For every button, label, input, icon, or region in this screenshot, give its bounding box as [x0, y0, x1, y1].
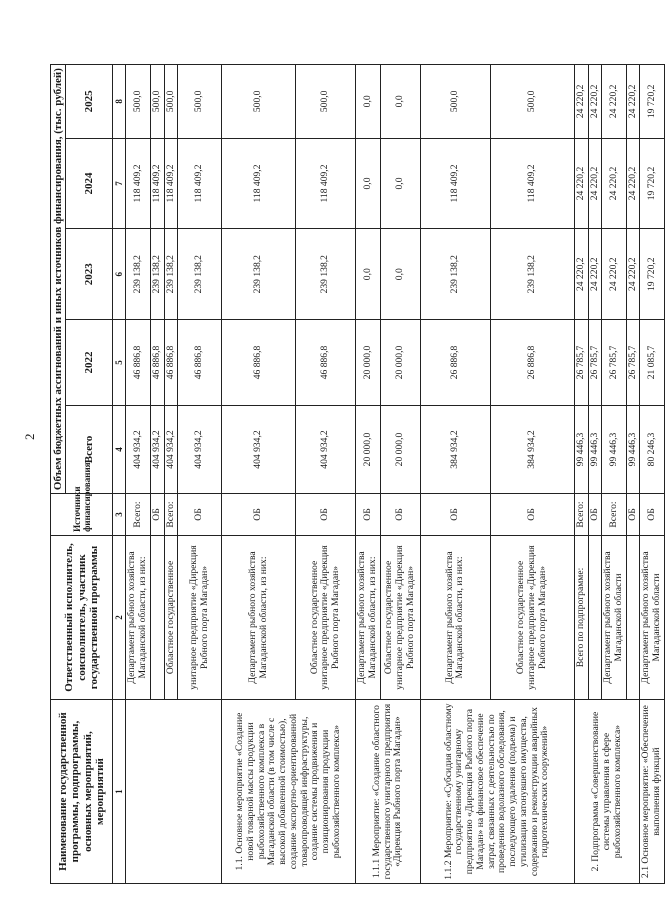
col-number: 7: [113, 138, 126, 229]
funding-source: ОБ: [356, 494, 380, 536]
funding-source: ОБ: [178, 494, 222, 536]
value-2023: 0,0: [356, 229, 380, 320]
value-2023: 24 220,2: [602, 229, 626, 320]
funding-source: ОБ: [380, 494, 420, 536]
responsible-executor: Департамент рыбного хозяйства Магаданской области, из них:: [420, 535, 490, 699]
responsible-executor: Департамент рыбного хозяйства Магаданской области, из них:: [126, 535, 150, 699]
value-2022: 46 886,8: [150, 320, 164, 406]
col-number: 8: [113, 65, 126, 139]
value-2025: 500,0: [490, 65, 574, 139]
responsible-executor: Областное государственное унитарное предприятие «Дирекция Рыбного порта Магадан»: [296, 535, 356, 699]
col-number: 4: [113, 405, 126, 493]
rotated-page: [50, 64, 663, 884]
value-2023: 24 220,2: [574, 229, 588, 320]
value-2022: 20 000,0: [356, 320, 380, 406]
value-2025: 500,0: [420, 65, 490, 139]
responsible-executor: Областное государственное унитарное предприятие «Дирекция Рыбного порта Магадан»: [380, 535, 420, 699]
value-total: 404 934,2: [126, 405, 150, 493]
table-row: [420, 65, 490, 884]
funding-source: ОБ: [588, 494, 602, 536]
table-row: [574, 65, 588, 884]
responsible-executor: Всего по подпрограмме:: [574, 535, 588, 699]
value-2023: 0,0: [380, 229, 420, 320]
value-total: 20 000,0: [380, 405, 420, 493]
value-2023: 24 220,2: [588, 229, 602, 320]
value-2023: 239 138,2: [420, 229, 490, 320]
value-2022: 26 886,8: [420, 320, 490, 406]
measure-name: 1.1.2 Мероприятие: «Субсидия областному государственному унитарному предприятию «Дирекция Рыбного порта Магадан» на финансовое обеспечение затрат, связанных с деятельностью по проведению водолазного обследования, последующего удаления (подъема) и утилизации затонувшего имущества, содержанию и реконструкции аварийных гидротехнических сооружений»: [420, 700, 574, 884]
responsible-executor: Департамент рыбного хозяйства Магаданской области, из них:: [222, 535, 296, 699]
funding-source: Всего:: [164, 494, 178, 536]
header-responsible: Ответственный исполнитель, соисполнитель, участник государственной программы: [51, 535, 113, 699]
value-2024: 0,0: [380, 138, 420, 229]
value-2025: 24 220,2: [602, 65, 626, 139]
value-2023: 19 720,2: [640, 229, 664, 320]
value-2025: 500,0: [296, 65, 356, 139]
header-2022: 2022: [66, 320, 113, 406]
responsible-executor: Областное государственное: [164, 535, 178, 699]
value-2024: 118 409,2: [178, 138, 222, 229]
header-volume: Объем бюджетных ассигнований и иных источников финансирования, (тыс. рублей): [51, 65, 66, 494]
value-2023: 239 138,2: [490, 229, 574, 320]
value-total: 404 934,2: [164, 405, 178, 493]
col-number: 6: [113, 229, 126, 320]
value-2022: 26 785,7: [626, 320, 640, 406]
table-row: [356, 65, 380, 884]
value-2025: 0,0: [380, 65, 420, 139]
value-2024: 118 409,2: [420, 138, 490, 229]
value-2023: 239 138,2: [164, 229, 178, 320]
value-2024: 118 409,2: [296, 138, 356, 229]
value-2024: 24 220,2: [626, 138, 640, 229]
value-total: 99 446,3: [574, 405, 588, 493]
responsible-executor: Департамент рыбного хозяйства Магаданской области: [640, 535, 664, 699]
value-2024: 19 720,2: [640, 138, 664, 229]
table-body: [126, 65, 665, 884]
value-2022: 46 886,8: [222, 320, 296, 406]
funding-source: ОБ: [420, 494, 490, 536]
funding-source: ОБ: [296, 494, 356, 536]
value-2023: 24 220,2: [626, 229, 640, 320]
header-2025: 2025: [66, 65, 113, 139]
responsible-executor: [626, 535, 640, 699]
value-2025: 500,0: [178, 65, 222, 139]
funding-source: Всего:: [602, 494, 626, 536]
value-2023: 239 138,2: [178, 229, 222, 320]
value-2025: 500,0: [126, 65, 150, 139]
header-total: Всего: [66, 405, 113, 493]
responsible-executor: Областное государственное унитарное предприятие «Дирекция Рыбного порта Магадан»: [490, 535, 574, 699]
value-2022: 26 785,7: [602, 320, 626, 406]
value-2022: 46 886,8: [164, 320, 178, 406]
value-2022: 46 886,8: [126, 320, 150, 406]
value-total: 384 934,2: [490, 405, 574, 493]
value-total: 404 934,2: [150, 405, 164, 493]
value-2022: 26 886,8: [490, 320, 574, 406]
col-number: 1: [113, 700, 126, 884]
funding-source: ОБ: [640, 494, 664, 536]
value-2022: 20 000,0: [380, 320, 420, 406]
funding-source: Всего:: [574, 494, 588, 536]
value-2023: 239 138,2: [150, 229, 164, 320]
value-2022: 26 785,7: [588, 320, 602, 406]
value-2025: 24 220,2: [574, 65, 588, 139]
funding-source: ОБ: [490, 494, 574, 536]
value-2025: 0,0: [356, 65, 380, 139]
responsible-executor: Департамент рыбного хозяйства Магаданской области: [602, 535, 626, 699]
funding-source: ОБ: [150, 494, 164, 536]
measure-name: 1.1. Основное мероприятие «Создание новой товарной массы продукции рыбохозяйственного комплекса в Магаданской области (в том числе с высокой добавленной стоимостью), создание экспортно-ориентированной товаропроводящей инфраструктуры, создание системы продвижения и позиционирования продукции рыбохозяйственного комплекса»: [222, 700, 356, 884]
table-row: [222, 65, 296, 884]
measure-name: 1.1.1 Мероприятие: «Создание областного государственного унитарного предприятия «Дирекция Рыбного порта Магадан»: [356, 700, 420, 884]
table-row: [126, 65, 150, 884]
value-2024: 118 409,2: [150, 138, 164, 229]
measure-name: [126, 700, 222, 884]
responsible-executor: [588, 535, 602, 699]
value-2024: 118 409,2: [126, 138, 150, 229]
value-total: 404 934,2: [296, 405, 356, 493]
responsible-executor: Департамент рыбного хозяйства Магаданской области, из них:: [356, 535, 380, 699]
header-2023: 2023: [66, 229, 113, 320]
value-total: 20 000,0: [356, 405, 380, 493]
value-2022: 26 785,7: [574, 320, 588, 406]
table-row: [640, 65, 664, 884]
value-total: 384 934,2: [420, 405, 490, 493]
value-2024: 118 409,2: [490, 138, 574, 229]
header-name: Наименование государственной программы, подпрограммы, основных мероприятий, мероприятий: [51, 700, 113, 884]
col-number: 3: [113, 494, 126, 536]
value-2024: 24 220,2: [574, 138, 588, 229]
measure-name: 2. Подпрограмма «Совершенствование системы управления в сфере рыбохозяйственного комплекса»: [574, 700, 640, 884]
value-total: 80 246,3: [640, 405, 664, 493]
value-2022: 21 085,7: [640, 320, 664, 406]
page-number: 2: [22, 433, 37, 440]
value-total: 99 446,3: [626, 405, 640, 493]
value-2022: 46 886,8: [296, 320, 356, 406]
value-2022: 46 886,8: [178, 320, 222, 406]
value-2025: 24 220,2: [626, 65, 640, 139]
value-2024: 24 220,2: [588, 138, 602, 229]
value-2023: 239 138,2: [222, 229, 296, 320]
responsible-executor: унитарное предприятие «Дирекция Рыбного порта Магадан»: [178, 535, 222, 699]
value-2025: 24 220,2: [588, 65, 602, 139]
funding-source: ОБ: [626, 494, 640, 536]
col-number: 2: [113, 535, 126, 699]
header-source: Источники финансирования: [51, 494, 113, 536]
value-total: 99 446,3: [588, 405, 602, 493]
column-number-row: [113, 65, 126, 884]
funding-source: ОБ: [222, 494, 296, 536]
budget-table: [50, 64, 665, 884]
col-number: 5: [113, 320, 126, 406]
measure-name: 2.1 Основное мероприятие: «Обеспечение выполнения функций: [640, 700, 664, 884]
value-2023: 239 138,2: [296, 229, 356, 320]
value-total: 404 934,2: [222, 405, 296, 493]
value-2025: 19 720,2: [640, 65, 664, 139]
value-2025: 500,0: [222, 65, 296, 139]
value-2025: 500,0: [150, 65, 164, 139]
value-2024: 118 409,2: [164, 138, 178, 229]
responsible-executor: [150, 535, 164, 699]
value-2024: 24 220,2: [602, 138, 626, 229]
value-2024: 0,0: [356, 138, 380, 229]
value-2024: 118 409,2: [222, 138, 296, 229]
value-2023: 239 138,2: [126, 229, 150, 320]
value-total: 404 934,2: [178, 405, 222, 493]
value-total: 99 446,3: [602, 405, 626, 493]
header-2024: 2024: [66, 138, 113, 229]
value-2025: 500,0: [164, 65, 178, 139]
funding-source: Всего:: [126, 494, 150, 536]
